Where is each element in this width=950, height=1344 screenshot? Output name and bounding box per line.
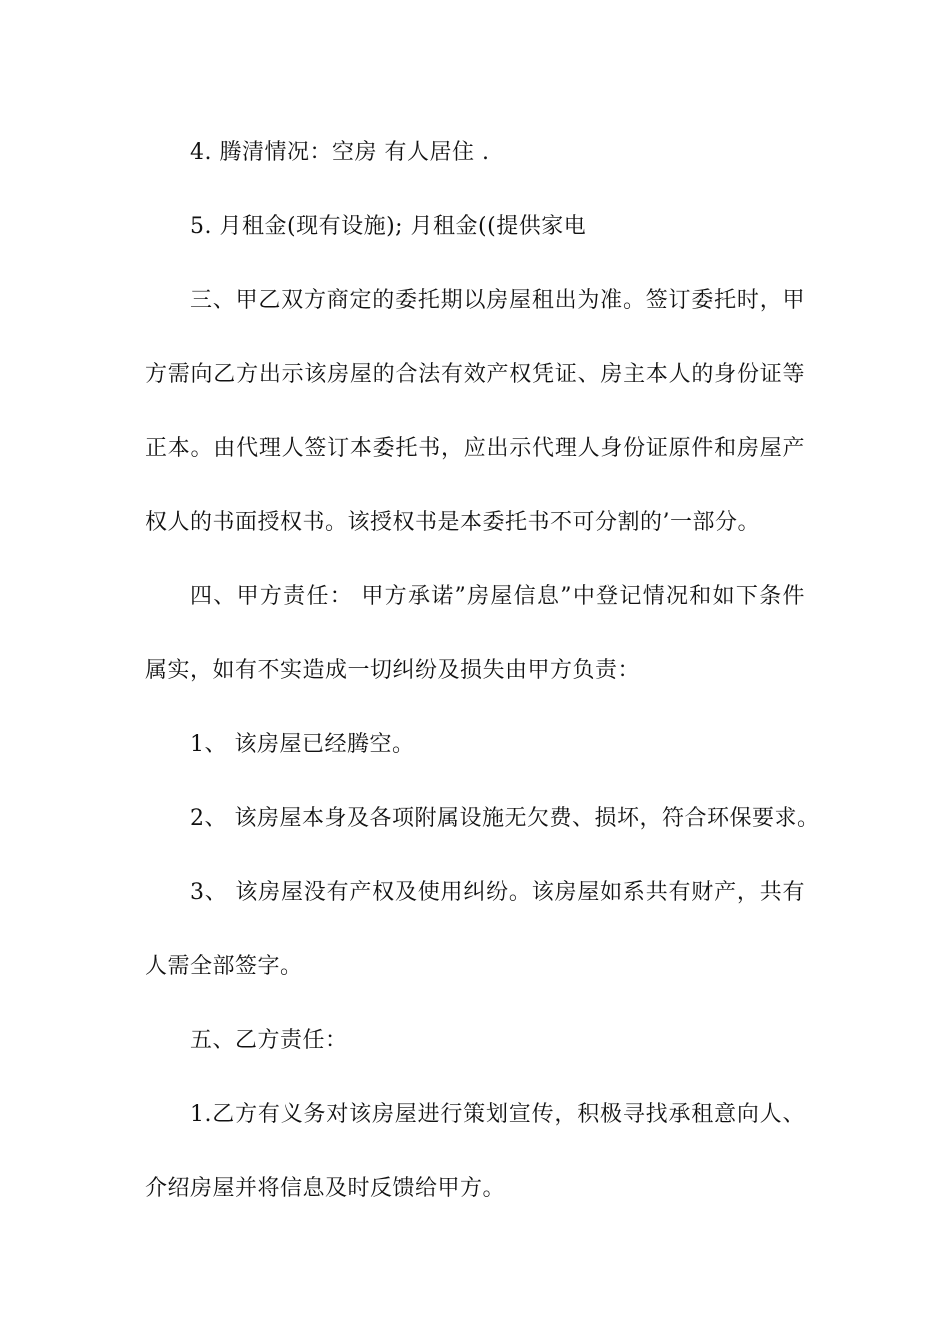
section-5-heading: 五、乙方责任： (190, 1028, 348, 1053)
section-5-item-1-line-2: 介绍房屋并将信息及时反馈给甲方。 (145, 1176, 506, 1201)
section-5-item-1-line-1: 1.乙方有义务对该房屋进行策划宣传，积极寻找承租意向人、 (190, 1102, 805, 1127)
section-4-item-3-line-2: 人需全部签字。 (145, 954, 303, 979)
section-3-paragraph-line-1: 三、甲乙双方商定的委托期以房屋租出为准。签订委托时，甲 (190, 288, 805, 313)
section-3-paragraph-line-4: 权人的书面授权书。该授权书是本委托书不可分割的’一部分。 (145, 510, 760, 535)
item-5-monthly-rent: 5. 月租金(现有设施); 月租金((提供家电 (190, 214, 587, 239)
section-3-paragraph-line-3: 正本。由代理人签订本委托书，应出示代理人身份证原件和房屋产 (145, 436, 805, 461)
section-3-paragraph-line-2: 方需向乙方出示该房屋的合法有效产权凭证、房主本人的身份证等 (145, 362, 805, 387)
section-4-heading-line-1: 四、甲方责任： 甲方承诺”房屋信息”中登记情况和如下条件 (190, 584, 805, 609)
item-4-vacancy-status: 4. 腾清情况：空房 有人居住 . (190, 140, 490, 165)
section-4-item-2: 2、 该房屋本身及各项附属设施无欠费、损坏，符合环保要求。 (190, 806, 820, 831)
section-4-item-3-line-1: 3、 该房屋没有产权及使用纠纷。该房屋如系共有财产，共有 (190, 880, 805, 905)
section-4-item-1: 1、 该房屋已经腾空。 (190, 732, 415, 757)
section-4-heading-line-2: 属实，如有不实造成一切纠纷及损失由甲方负责： (145, 658, 641, 683)
